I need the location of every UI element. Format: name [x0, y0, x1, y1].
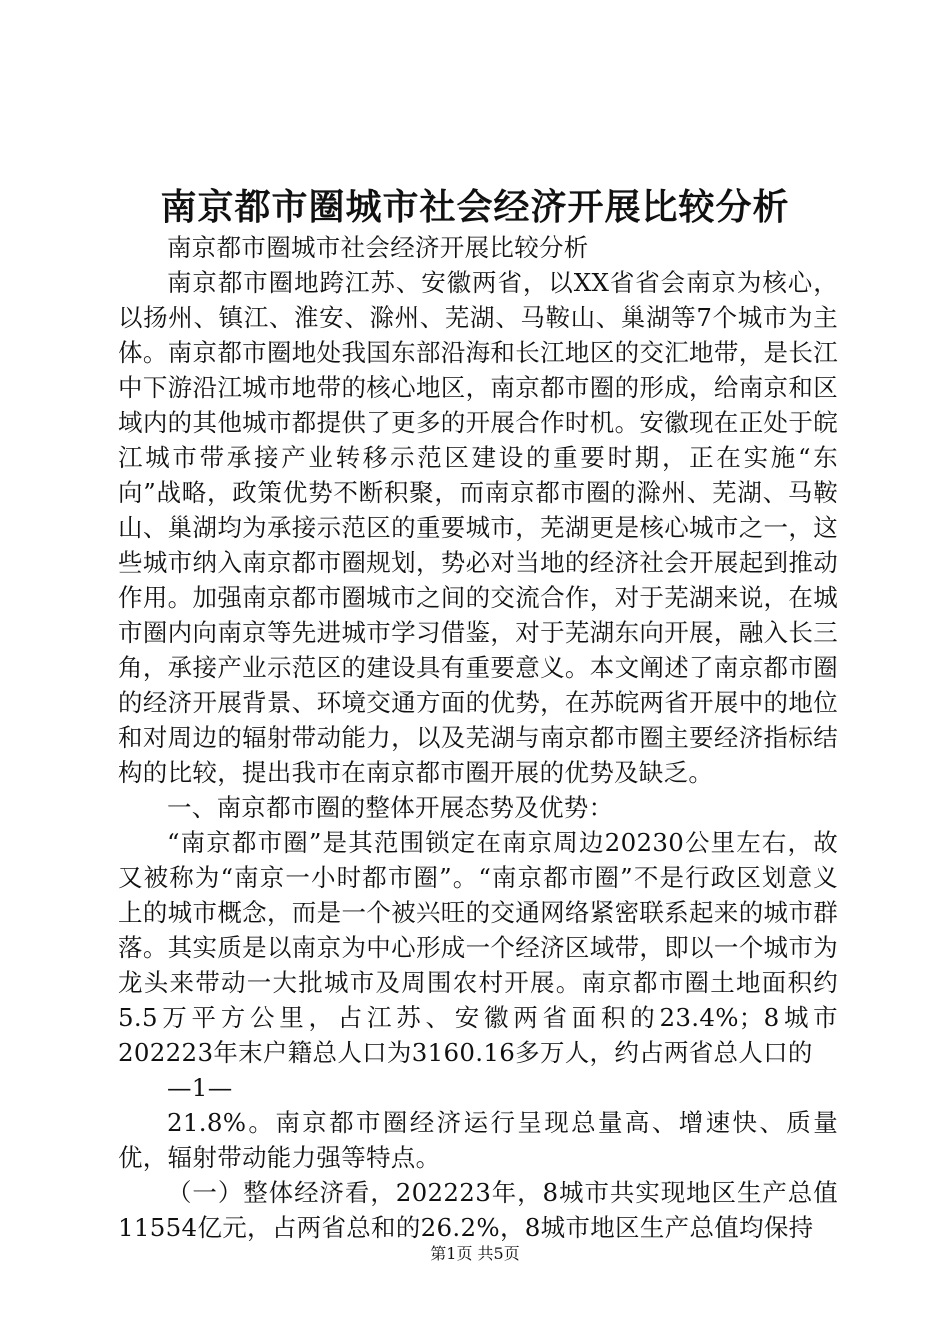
page-footer: 第1页 共5页: [430, 1244, 520, 1263]
paragraph-overview: “南京都市圈”是其范围锁定在南京周边20230公里左右，故又被称为“南京一小时都市圈”。“南京都市圈”不是行政区划意义上的城市概念，而是一个被兴旺的交通网络紧密联系起来的城市群落。其实质是以南京为中心形成一个经济区域带，即以一个城市为龙头来带动一大批城市及周围农村开展。南京都市圈土地面积约5.5万平方公里，占江苏、安徽两省面积的23.4%；8城市202223年末户籍总人口为3160.16多万人，约占两省总人口的: [118, 828, 838, 1067]
document-body: [118, 230, 838, 1245]
section-heading: 一、南京都市圈的整体开展态势及优势：: [167, 793, 614, 822]
paragraph-economy: （一）整体经济看，202223年，8城市共实现地区生产总值11554亿元，占两省总和的26.2%，8城市地区生产总值均保持: [118, 1178, 838, 1242]
document-title: 南京都市圈城市社会经济开展比较分析: [160, 186, 790, 228]
inline-page-marker: —1—: [167, 1073, 233, 1102]
paragraph-subtitle: 南京都市圈城市社会经济开展比较分析: [167, 233, 589, 262]
paragraph-intro: 南京都市圈地跨江苏、安徽两省，以XX省省会南京为核心，以扬州、镇江、淮安、滁州、芜湖、马鞍山、巢湖等7个城市为主体。南京都市圈地处我国东部沿海和长江地区的交汇地带，是长江中下游沿江城市地带的核心地区，南京都市圈的形成，给南京和区域内的其他城市都提供了更多的开展合作时机。安徽现在正处于皖江城市带承接产业转移示范区建设的重要时期，正在实施“东向”战略，政策优势不断积聚，而南京都市圈的滁州、芜湖、马鞍山、巢湖均为承接示范区的重要城市，芜湖更是核心城市之一，这些城市纳入南京都市圈规划，势必对当地的经济社会开展起到推动作用。加强南京都市圈城市之间的交流合作，对于芜湖来说，在城市圈内向南京等先进城市学习借鉴，对于芜湖东向开展，融入长三角，承接产业示范区的建设具有重要意义。本文阐述了南京都市圈的经济开展背景、环境交通方面的优势，在苏皖两省开展中的地位和对周边的辐射带动能力，以及芜湖与南京都市圈主要经济指标结构的比较，提出我市在南京都市圈开展的优势及缺乏。: [118, 268, 838, 787]
paragraph-continued: 21.8%。南京都市圈经济运行呈现总量高、增速快、质量优，辐射带动能力强等特点。: [118, 1108, 838, 1172]
